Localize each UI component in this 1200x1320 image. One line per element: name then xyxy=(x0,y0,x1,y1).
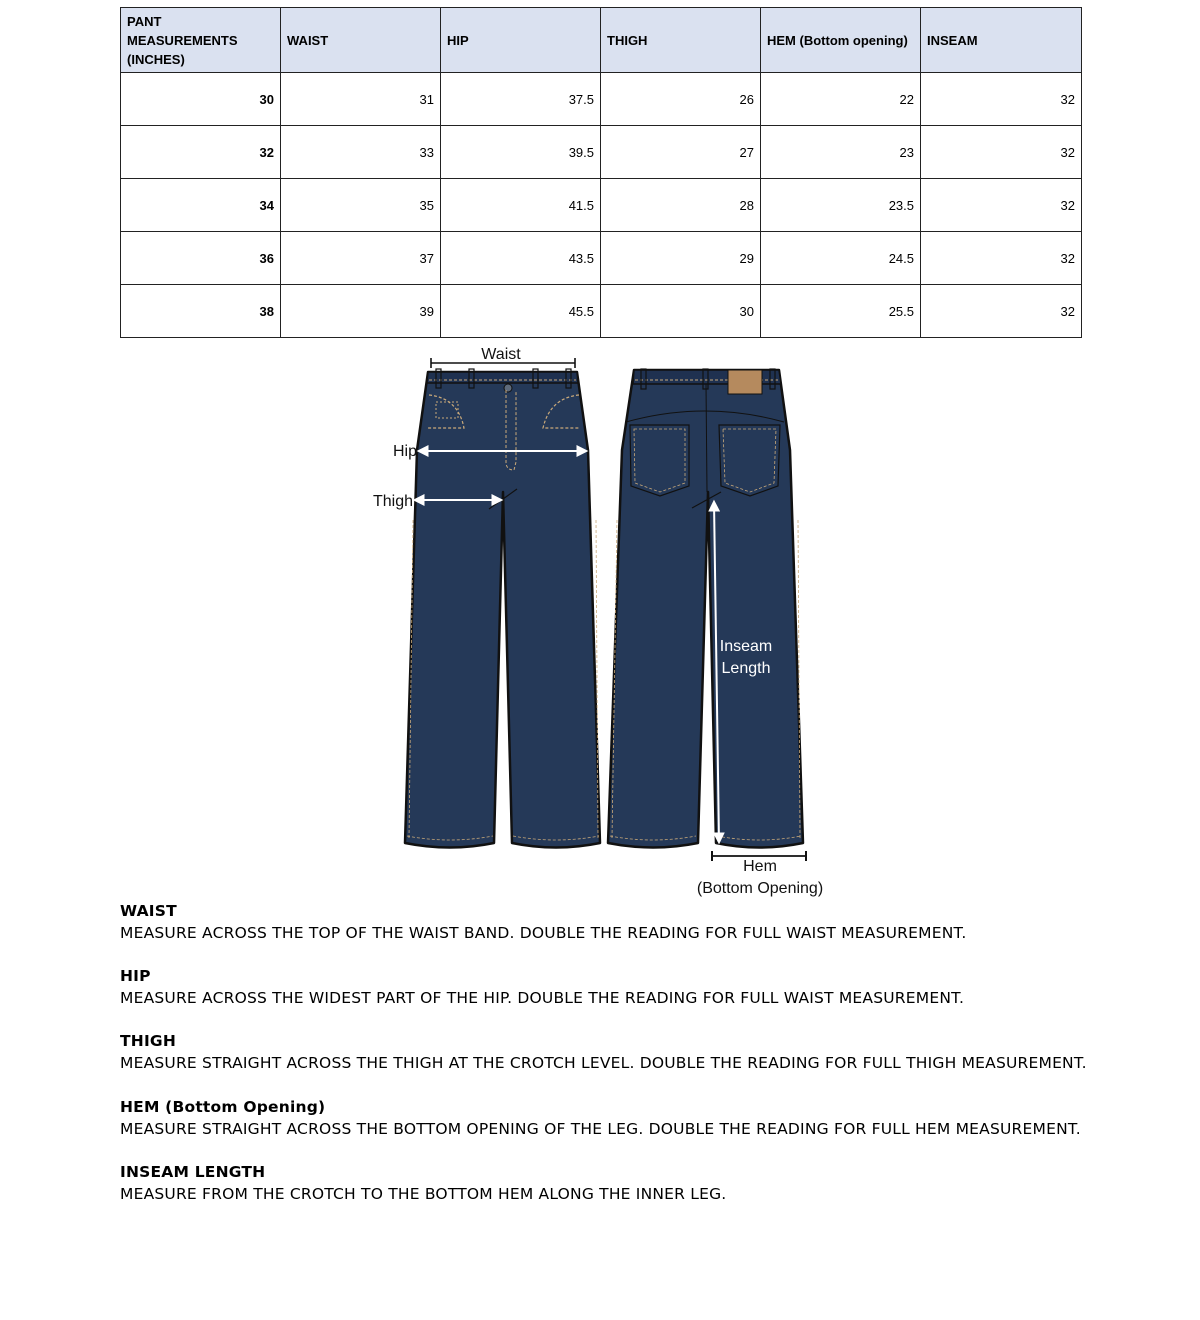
inseam-label-line1: Inseam xyxy=(719,638,773,655)
waist-cell: 33 xyxy=(281,126,441,179)
hem-cell: 25.5 xyxy=(761,285,921,338)
header-hem: HEM (Bottom opening) xyxy=(761,8,921,73)
guide-title: WAIST xyxy=(120,902,177,920)
guide-inseam-length xyxy=(120,1162,1160,1205)
thigh-cell: 28 xyxy=(601,179,761,232)
waist-cell: 35 xyxy=(281,179,441,232)
inseam-cell: 32 xyxy=(921,232,1082,285)
hem-label-line2: (Bottom Opening) xyxy=(696,880,824,897)
guide-hip xyxy=(120,966,1160,1009)
pants-measurement-diagram xyxy=(368,340,838,905)
guide-title: THIGH xyxy=(120,1032,177,1050)
guide-title: INSEAM LENGTH xyxy=(120,1163,266,1181)
guide-description: MEASURE STRAIGHT ACROSS THE BOTTOM OPENING OF THE LEG. DOUBLE THE READING FOR FULL HEM MEASUREMENT. xyxy=(120,1120,1081,1138)
header-waist: WAIST xyxy=(281,8,441,73)
waist-cell: 39 xyxy=(281,285,441,338)
inseam-cell: 32 xyxy=(921,179,1082,232)
hip-cell: 45.5 xyxy=(441,285,601,338)
guide-description: MEASURE ACROSS THE WIDEST PART OF THE HIP. DOUBLE THE READING FOR FULL WAIST MEASUREMENT. xyxy=(120,989,965,1007)
inseam-label-line2: Length xyxy=(721,660,771,677)
guide-thigh xyxy=(120,1031,1160,1074)
guide-hem xyxy=(120,1097,1160,1140)
back-pants-drawing xyxy=(608,369,803,848)
hip-label: Hip xyxy=(393,443,418,460)
table-row xyxy=(121,126,1082,179)
hem-cell: 24.5 xyxy=(761,232,921,285)
waist-cell: 37 xyxy=(281,232,441,285)
size-cell: 36 xyxy=(121,232,281,285)
inseam-cell: 32 xyxy=(921,285,1082,338)
table-row xyxy=(121,73,1082,126)
hem-cell: 23.5 xyxy=(761,179,921,232)
hip-cell: 37.5 xyxy=(441,73,601,126)
hem-label-line1: Hem xyxy=(743,858,777,875)
guide-title: HEM (Bottom Opening) xyxy=(120,1098,326,1116)
front-waistband xyxy=(427,372,578,383)
thigh-cell: 26 xyxy=(601,73,761,126)
header-inseam: INSEAM xyxy=(921,8,1082,73)
guide-description: MEASURE ACROSS THE TOP OF THE WAIST BAND. DOUBLE THE READING FOR FULL WAIST MEASUREMENT. xyxy=(120,924,967,942)
guide-title: HIP xyxy=(120,967,151,985)
waist-dimension xyxy=(431,346,575,368)
guide-description: MEASURE STRAIGHT ACROSS THE THIGH AT THE CROTCH LEVEL. DOUBLE THE READING FOR FULL THIGH MEASUREMENT. xyxy=(120,1054,1087,1072)
hip-cell: 43.5 xyxy=(441,232,601,285)
front-pants-body xyxy=(405,372,600,848)
guide-description: MEASURE FROM THE CROTCH TO THE BOTTOM HEM ALONG THE INNER LEG. xyxy=(120,1185,727,1203)
thigh-cell: 29 xyxy=(601,232,761,285)
table-row xyxy=(121,285,1082,338)
size-cell: 32 xyxy=(121,126,281,179)
header-thigh: THIGH xyxy=(601,8,761,73)
waist-label: Waist xyxy=(481,346,521,363)
header-hip: HIP xyxy=(441,8,601,73)
hem-dimension xyxy=(697,851,823,897)
inseam-cell: 32 xyxy=(921,126,1082,179)
header-pant-measurements: PANT MEASUREMENTS (INCHES) xyxy=(121,8,281,73)
hip-cell: 41.5 xyxy=(441,179,601,232)
thigh-cell: 30 xyxy=(601,285,761,338)
size-cell: 30 xyxy=(121,73,281,126)
guide-waist xyxy=(120,901,1160,944)
size-cell: 34 xyxy=(121,179,281,232)
hip-cell: 39.5 xyxy=(441,126,601,179)
size-chart-table xyxy=(120,7,1082,338)
hem-cell: 23 xyxy=(761,126,921,179)
thigh-cell: 27 xyxy=(601,126,761,179)
table-header-row xyxy=(121,8,1082,73)
inseam-cell: 32 xyxy=(921,73,1082,126)
hem-cell: 22 xyxy=(761,73,921,126)
front-button xyxy=(504,384,512,392)
waist-cell: 31 xyxy=(281,73,441,126)
front-pants-drawing xyxy=(405,369,600,848)
thigh-label: Thigh xyxy=(373,493,414,510)
table-row xyxy=(121,232,1082,285)
size-cell: 38 xyxy=(121,285,281,338)
back-pants-body xyxy=(608,370,803,848)
back-leather-patch xyxy=(728,370,762,394)
table-row xyxy=(121,179,1082,232)
